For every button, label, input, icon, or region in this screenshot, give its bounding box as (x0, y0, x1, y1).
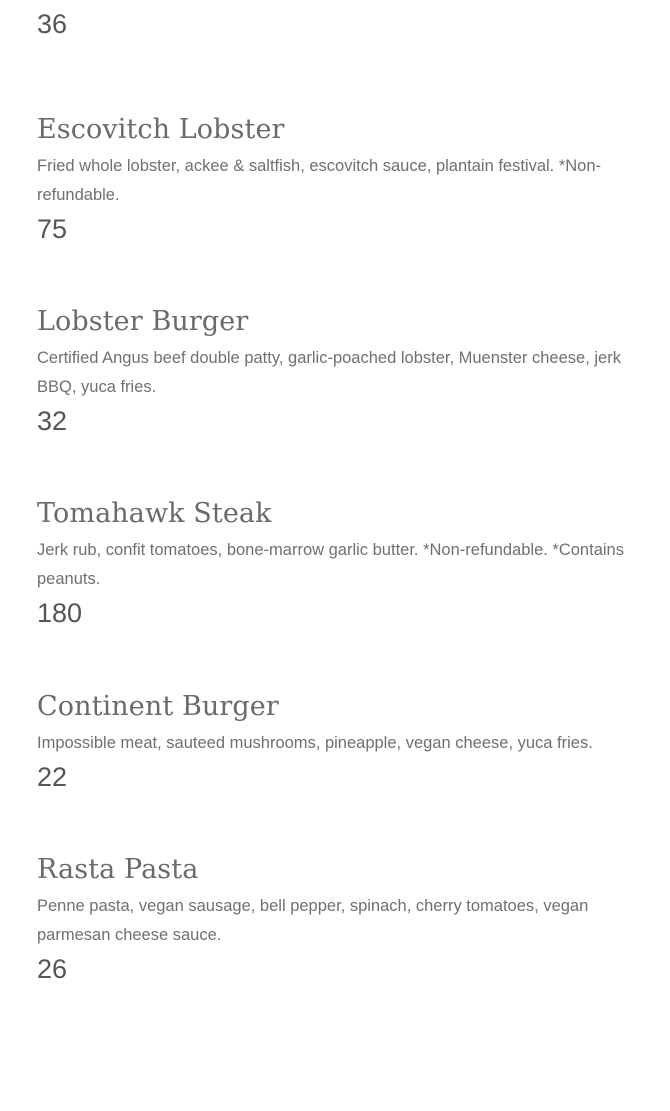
menu-item-price: 32 (37, 406, 68, 436)
menu-item-price: 26 (37, 954, 68, 984)
menu-item-price: 36 (37, 9, 68, 39)
menu-item-name: Continent Burger (37, 691, 279, 722)
menu-item-name: Lobster Burger (37, 306, 249, 337)
menu-item-name: Escovitch Lobster (37, 114, 285, 145)
menu-item-description: Impossible meat, sauteed mushrooms, pineapple, vegan cheese, yuca fries. (37, 734, 593, 752)
menu-item (37, 853, 649, 986)
menu-item-description (37, 0, 649, 5)
menu-item (37, 497, 649, 630)
menu-item-description: Penne pasta, vegan sausage, bell pepper, spinach, cherry tomatoes, vegan parmesan cheese sauce. (37, 897, 589, 944)
menu-item-name: Rasta Pasta (37, 854, 199, 885)
menu-item (37, 0, 649, 41)
menu-item-price: 22 (37, 762, 68, 792)
menu-item-name: Tomahawk Steak (37, 498, 272, 529)
menu-item-description: Jerk rub, confit tomatoes, bone-marrow garlic butter. *Non-refundable. *Contains peanuts. (37, 541, 624, 588)
menu-item-price: 180 (37, 598, 83, 628)
menu-item-description: Fried whole lobster, ackee & saltfish, escovitch sauce, plantain festival. *Non-refundable. (37, 157, 602, 204)
menu-item-price: 75 (37, 214, 68, 244)
menu-item (37, 305, 649, 438)
menu-item (37, 690, 649, 794)
menu-item (37, 113, 649, 246)
menu-item-description: Certified Angus beef double patty, garlic-poached lobster, Muenster cheese, jerk BBQ, yuca fries. (37, 349, 621, 396)
